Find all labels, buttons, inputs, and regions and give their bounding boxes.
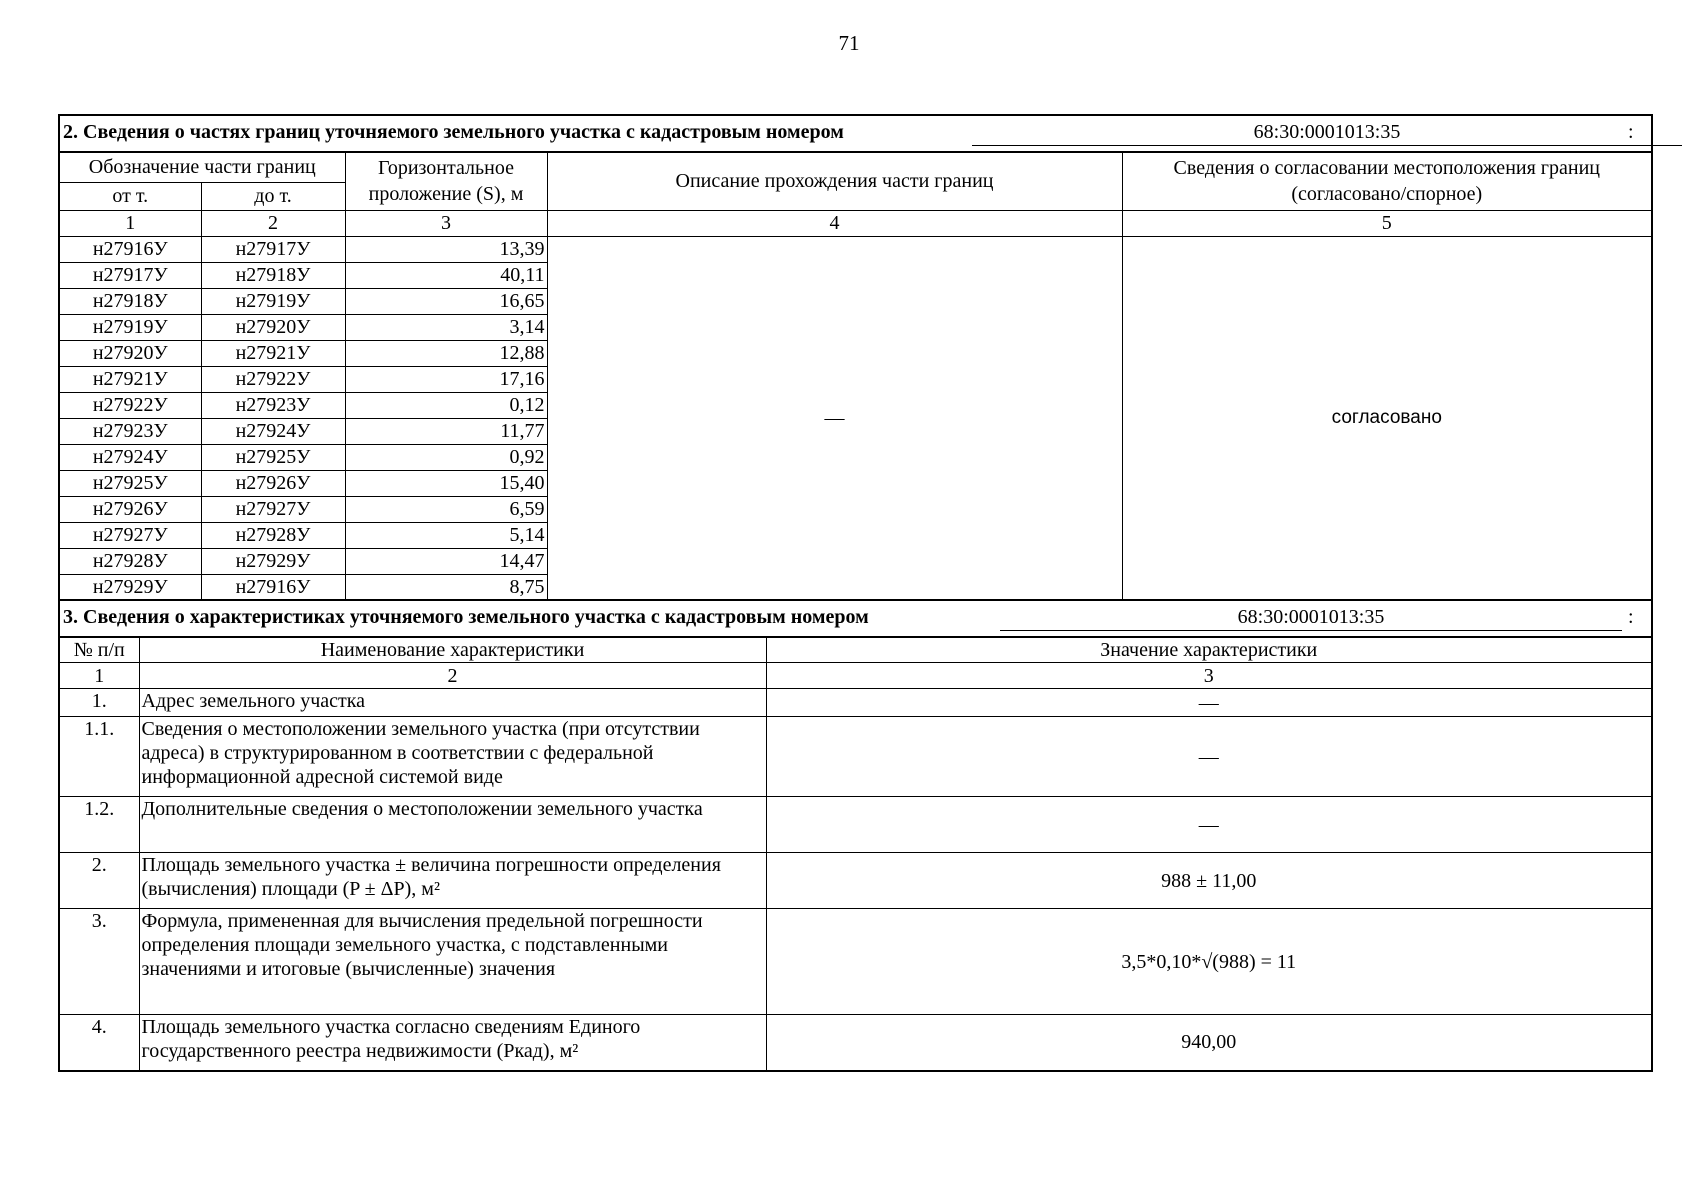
from-point: н27922У (59, 392, 201, 418)
row-num: 4. (59, 1015, 139, 1071)
to-point: н27916У (201, 574, 345, 600)
table-row (59, 853, 1652, 909)
header-horizontal: Горизонтальное проложение (S), м (345, 152, 547, 210)
from-point: н27920У (59, 340, 201, 366)
column-number: 2 (201, 210, 345, 236)
from-point: н27928У (59, 548, 201, 574)
header-agreement: Сведения о согласовании местоположения границ (согласовано/спорное) (1122, 152, 1652, 210)
to-point: н27926У (201, 470, 345, 496)
row-value: — (766, 797, 1652, 853)
to-point: н27928У (201, 522, 345, 548)
to-point: н27924У (201, 418, 345, 444)
to-point: н27921У (201, 340, 345, 366)
section3-title-row (59, 600, 1652, 637)
column-number: 3 (766, 663, 1652, 689)
horizontal-distance: 16,65 (345, 288, 547, 314)
row-name: Сведения о местоположении земельного участка (при отсутствии адреса) в структурированном в соответствии с федеральной информационной адресной системой виде (139, 717, 766, 797)
table-row (59, 1015, 1652, 1071)
from-point: н27927У (59, 522, 201, 548)
horizontal-distance: 6,59 (345, 496, 547, 522)
to-point: н27919У (201, 288, 345, 314)
to-point: н27922У (201, 366, 345, 392)
section3-number-underline (1000, 630, 1622, 631)
from-point: н27916У (59, 236, 201, 262)
section2-title-row (59, 115, 1652, 152)
row-value: — (766, 689, 1652, 717)
agreement-value: согласовано (1122, 236, 1652, 600)
row-num: 1. (59, 689, 139, 717)
row-name: Адрес земельного участка (139, 689, 766, 717)
table-row (59, 236, 1652, 262)
row-name: Площадь земельного участка согласно сведениям Единого государственного реестра недвижимости (Pкад), м² (139, 1015, 766, 1071)
horizontal-distance: 3,14 (345, 314, 547, 340)
horizontal-distance: 40,11 (345, 262, 547, 288)
section2-cadastral-number: 68:30:0001013:35 (1253, 121, 1401, 143)
row-value: 940,00 (766, 1015, 1652, 1071)
column-number: 1 (59, 663, 139, 689)
column-number: 2 (139, 663, 766, 689)
from-point: н27917У (59, 262, 201, 288)
horizontal-distance: 14,47 (345, 548, 547, 574)
row-num: 1.1. (59, 717, 139, 797)
from-point: н27925У (59, 470, 201, 496)
section3-title: 3. Сведения о характеристиках уточняемого земельного участка с кадастровым номером (63, 606, 869, 628)
table-row (59, 797, 1652, 853)
from-point: н27919У (59, 314, 201, 340)
header-description: Описание прохождения части границ (547, 152, 1122, 210)
row-num: 2. (59, 853, 139, 909)
row-value: — (766, 717, 1652, 797)
column-number: 3 (345, 210, 547, 236)
header-value: Значение характеристики (766, 637, 1652, 663)
from-point: н27929У (59, 574, 201, 600)
section2-number-underline (972, 145, 1682, 146)
row-name: Дополнительные сведения о местоположении земельного участка (139, 797, 766, 853)
horizontal-distance: 13,39 (345, 236, 547, 262)
table-row (59, 909, 1652, 1015)
horizontal-distance: 0,12 (345, 392, 547, 418)
from-point: н27926У (59, 496, 201, 522)
header-designation: Обозначение части границ (59, 152, 345, 182)
horizontal-distance: 12,88 (345, 340, 547, 366)
page-number: 71 (838, 31, 860, 55)
column-number: 5 (1122, 210, 1652, 236)
from-point: н27921У (59, 366, 201, 392)
row-num: 1.2. (59, 797, 139, 853)
to-point: н27923У (201, 392, 345, 418)
horizontal-distance: 11,77 (345, 418, 547, 444)
section3-colon: : (1628, 606, 1634, 628)
to-point: н27918У (201, 262, 345, 288)
header-to: до т. (201, 182, 345, 210)
row-value: 988 ± 11,00 (766, 853, 1652, 909)
table-row (59, 717, 1652, 797)
horizontal-distance: 5,14 (345, 522, 547, 548)
column-number: 4 (547, 210, 1122, 236)
from-point: н27918У (59, 288, 201, 314)
characteristics-table (58, 636, 1653, 1072)
row-name: Формула, примененная для вычисления предельной погрешности определения площади земельного участка, с подставленными значениями и итоговые (вычисленные) значения (139, 909, 766, 1015)
to-point: н27920У (201, 314, 345, 340)
header-name: Наименование характеристики (139, 637, 766, 663)
header-from: от т. (59, 182, 201, 210)
from-point: н27923У (59, 418, 201, 444)
section3-cadastral-number: 68:30:0001013:35 (1237, 606, 1385, 628)
row-name: Площадь земельного участка ± величина погрешности определения (вычисления) площади (P ± ΔP), м² (139, 853, 766, 909)
horizontal-distance: 8,75 (345, 574, 547, 600)
to-point: н27927У (201, 496, 345, 522)
horizontal-distance: 0,92 (345, 444, 547, 470)
row-value: 3,5*0,10*√(988) = 11 (766, 909, 1652, 1015)
from-point: н27924У (59, 444, 201, 470)
to-point: н27929У (201, 548, 345, 574)
row-num: 3. (59, 909, 139, 1015)
to-point: н27925У (201, 444, 345, 470)
section2-colon: : (1628, 121, 1634, 143)
description-value: — (547, 236, 1122, 600)
table-row (59, 689, 1652, 717)
column-number: 1 (59, 210, 201, 236)
boundary-parts-table (58, 114, 1653, 638)
horizontal-distance: 17,16 (345, 366, 547, 392)
header-num: № п/п (59, 637, 139, 663)
section2-title: 2. Сведения о частях границ уточняемого земельного участка с кадастровым номером (63, 121, 844, 143)
horizontal-distance: 15,40 (345, 470, 547, 496)
to-point: н27917У (201, 236, 345, 262)
